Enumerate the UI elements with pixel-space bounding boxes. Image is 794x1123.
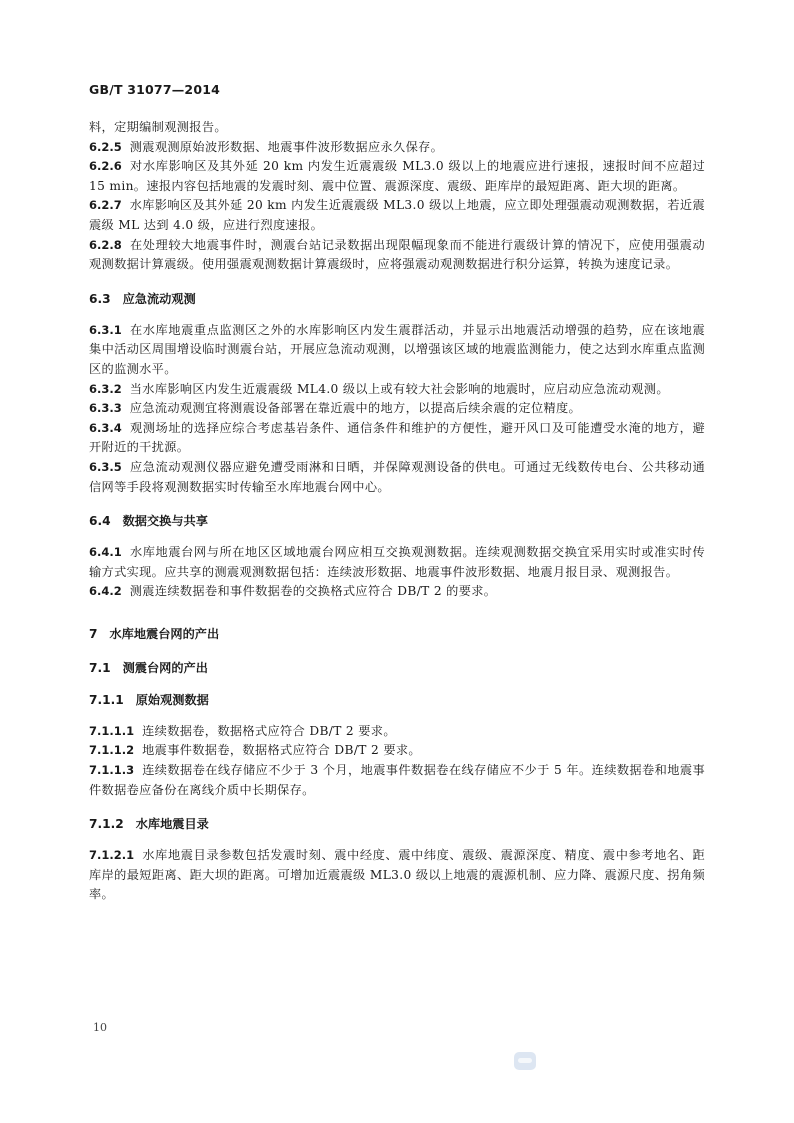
clause-7-1-1-1: 7.1.1.1 连续数据卷，数据格式应符合 DB/T 2 要求。 [89, 723, 396, 738]
clause-6-2-7: 6.2.7 水库影响区及其外延 20 km 内发生近震震级 ML3.0 级以上地震，应立即处理强震动观测数据，若近震震级 ML 达到 4.0 级，应进行烈度速报。 [89, 198, 705, 232]
clause-6-3-4: 6.3.4 观测场址的选择应综合考虑基岩条件、通信条件和维护的方便性，避开风口及可能遭受水淹的地方，避开附近的干扰源。 [89, 420, 705, 455]
clause-6-3-1: 6.3.1 在水库地震重点监测区之外的水库影响区内发生震群活动，并显示出地震活动增强的趋势，应在该地震集中活动区周围增设临时测震台站，开展应急流动观测，以增强该区域的地震监测能力，使之达到水库重点监测区的监测水平。 [89, 322, 705, 376]
clause-7-1-2-1: 7.1.2.1 水库地震目录参数包括发震时刻、震中经度、震中纬度、震级、震源深度、精度、震中参考地名、距库岸的最短距离、距大坝的距离。可增加近震震级 ML3.0 级以上地震的震源机制、应力降、震源尺度、拐角频率。 [89, 848, 705, 902]
clause-6-2-6: 6.2.6 对水库影响区及其外延 20 km 内发生近震震级 ML3.0 级以上的地震应进行速报，速报时间不应超过 15 min。速报内容包括地震的发震时刻、震中位置、震源深度、震级、距库岸的最短距离、距大坝的距离。 [89, 159, 705, 193]
clause-7-1-1-3: 7.1.1.3 连续数据卷在线存储应不少于 3 个月，地震事件数据卷在线存储应不少于 5 年。连续数据卷和地震事件数据卷应备份在离线介质中长期保存。 [89, 763, 705, 797]
section-heading-6-3: 6.3 应急流动观测 [89, 291, 196, 306]
subsection-heading-7-1-2: 7.1.2 水库地震目录 [89, 817, 209, 832]
clause-6-4-1: 6.4.1 水库地震台网与所在地区区域地震台网应相互交换观测数据。连续观测数据交换宜采用实时或准实时传输方式实现。应共享的测震观测数据包括：连续波形数据、地震事件波形数据、地震月报目录、观测报告。 [89, 545, 705, 579]
clause-6-3-5: 6.3.5 应急流动观测仪器应避免遭受雨淋和日晒，并保障观测设备的供电。可通过无线数传电台、公共移动通信网等手段将观测数据实时传输至水库地震台网中心。 [89, 459, 705, 494]
clause-7-1-1-2: 7.1.1.2 地震事件数据卷，数据格式应符合 DB/T 2 要求。 [89, 743, 421, 758]
chapter-heading-7: 7 水库地震台网的产出 [89, 626, 220, 641]
clause-6-2-8: 6.2.8 在处理较大地震事件时，测震台站记录数据出现限幅现象而不能进行震级计算的情况下，应使用强震动观测数据计算震级。使用强震观测数据计算震级时，应将强震动观测数据进行积分运算，转换为速度记录。 [89, 237, 705, 272]
clause-6-2-5: 6.2.5 测震观测原始波形数据、地震事件波形数据应永久保存。 [89, 139, 444, 154]
page-number: 10 [93, 1021, 107, 1034]
subsection-heading-7-1-1: 7.1.1 原始观测数据 [89, 692, 209, 707]
clause-6-3-2: 6.3.2 当水库影响区内发生近震震级 ML4.0 级以上或有较大社会影响的地震时，应启动应急流动观测。 [89, 381, 669, 396]
document-body [89, 118, 705, 905]
paragraph-continuation: 料，定期编制观测报告。 [89, 120, 227, 134]
clause-6-3-3: 6.3.3 应急流动观测宜将测震设备部署在靠近震中的地方，以提高后续余震的定位精度。 [89, 401, 582, 416]
watermark-logo-icon [514, 1052, 536, 1070]
standard-code-header: GB/T 31077—2014 [89, 82, 221, 97]
section-heading-7-1: 7.1 测震台网的产出 [89, 660, 208, 675]
clause-6-4-2: 6.4.2 测震连续数据卷和事件数据卷的交换格式应符合 DB/T 2 的要求。 [89, 584, 497, 599]
section-heading-6-4: 6.4 数据交换与共享 [89, 514, 208, 529]
